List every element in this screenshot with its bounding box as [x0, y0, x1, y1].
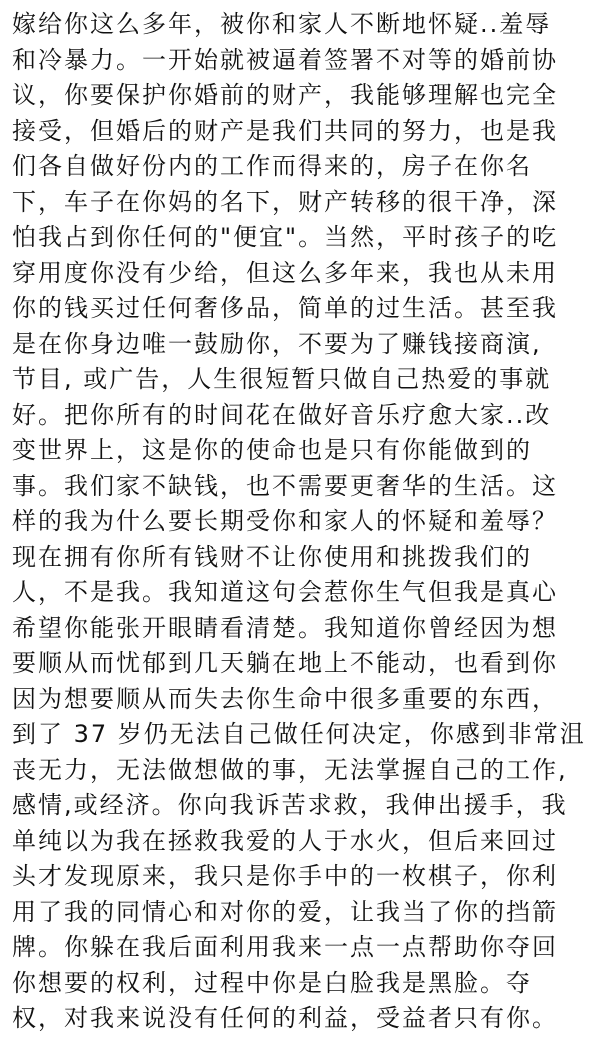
text-line: 权，对我来说没有任何的利益，受益者只有你。: [12, 1004, 558, 1032]
text-line: 单纯以为我在拯救我爱的人于水火，但后来回过: [12, 826, 558, 855]
text-line: 节目, 或广告，人生很短暂只做自己热爱的事就: [12, 365, 552, 393]
text-line: 丧无力，无法做想做的事，无法掌握自己的工作,: [12, 755, 568, 784]
text-line: 你的钱买过任何奢侈品，简单的过生活。甚至我: [12, 294, 558, 322]
text-line: 嫁给你这么多年，被你和家人不断地怀疑..羞辱: [12, 10, 552, 38]
text-line: 穿用度你没有少给，但这么多年来，我也从未用: [12, 258, 558, 287]
text-line: 现在拥有你所有钱财不让你使用和挑拨我们的: [12, 542, 532, 571]
text-line: 感情,或经济。你向我诉苦求救，我伸出援手，我: [12, 791, 568, 819]
text-line: 议，你要保护你婚前的财产，我能够理解也完全: [12, 81, 558, 109]
text-line: 变世界上，这是你的使命也是只有你能做到的: [12, 436, 532, 464]
text-line: 头才发现原来，我只是你手中的一枚棋子，你利: [12, 862, 558, 890]
text-line: 样的我为什么要长期受你和家人的怀疑和羞辱？: [12, 507, 558, 535]
text-line: 是在你身边唯一鼓励你，不要为了赚钱接商演,: [12, 329, 542, 358]
text-line: 用了我的同情心和对你的爱，让我当了你的挡箭: [12, 897, 558, 926]
text-line: 你想要的权利，过程中你是白脸我是黑脸。夺: [12, 968, 532, 997]
text-line: 怕我占到你任何的"便宜"。当然，平时孩子的吃: [12, 223, 559, 251]
text-line: 好。把你所有的时间花在做好音乐疗愈大家..改: [12, 400, 552, 429]
text-line: 和冷暴力。一开始就被逼着签署不对等的婚前协: [12, 45, 558, 74]
text-line: 要顺从而忧郁到几天躺在地上不能动，也看到你: [12, 649, 558, 677]
text-line: 到了 37 岁仍无法自己做任何决定，你感到非常沮: [12, 720, 586, 748]
text-line: 人，不是我。我知道这句会惹你生气但我是真心: [12, 578, 558, 606]
text-line: 接受，但婚后的财产是我们共同的努力，也是我: [12, 116, 558, 145]
text-line: 希望你能张开眼睛看清楚。我知道你曾经因为想: [12, 613, 558, 642]
text-line: 们各自做好份内的工作而得来的，房子在你名: [12, 152, 532, 180]
post-text-body: [12, 7, 588, 1037]
text-line: 牌。你躲在我后面利用我来一点一点帮助你夺回: [12, 933, 558, 961]
text-line: 下，车子在你妈的名下，财产转移的很干净，深: [12, 187, 558, 216]
text-line: 事。我们家不缺钱，也不需要更奢华的生活。这: [12, 471, 558, 500]
text-line: 因为想要顺从而失去你生命中很多重要的东西，: [12, 684, 558, 713]
